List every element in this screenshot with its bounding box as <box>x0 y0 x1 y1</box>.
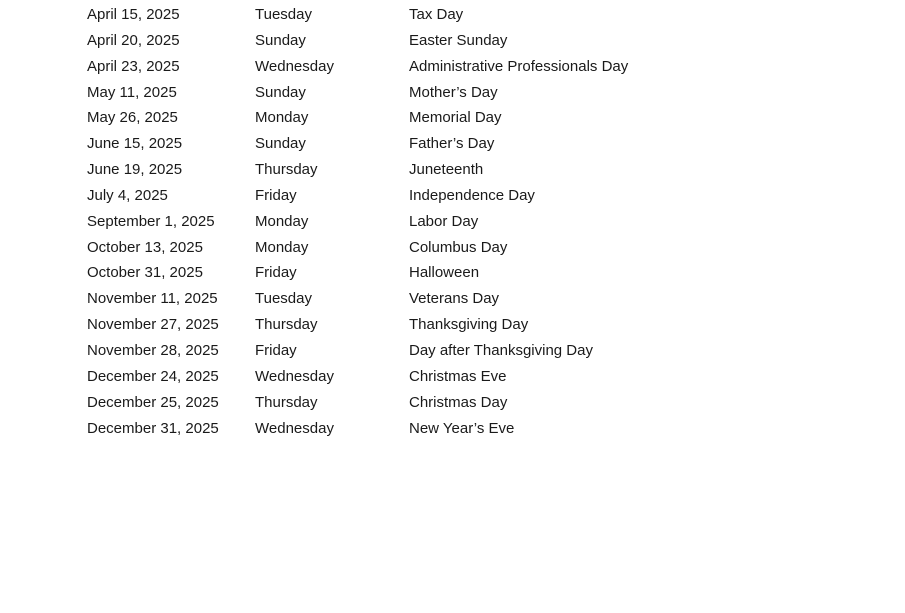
holiday-name: Labor Day <box>409 212 479 230</box>
holiday-name: Thanksgiving Day <box>409 316 529 334</box>
holiday-date: November 11, 2025 <box>87 290 218 308</box>
holiday-name: Father’s Day <box>409 135 495 153</box>
table-row <box>87 286 709 312</box>
holiday-weekday: Thursday <box>255 393 318 411</box>
holiday-weekday: Wednesday <box>255 419 334 437</box>
holiday-date: April 20, 2025 <box>87 31 180 49</box>
holiday-date: April 15, 2025 <box>87 6 180 23</box>
holiday-weekday: Monday <box>255 212 309 230</box>
holiday-weekday: Tuesday <box>255 290 312 308</box>
holiday-name: Day after Thanksgiving Day <box>409 341 593 359</box>
holiday-date: December 31, 2025 <box>87 419 219 437</box>
table-row <box>87 131 709 157</box>
holiday-name: Veterans Day <box>409 290 500 308</box>
holiday-date: December 25, 2025 <box>87 393 219 411</box>
holiday-name: Administrative Professionals Day <box>409 57 629 75</box>
holiday-weekday: Friday <box>255 264 297 282</box>
table-row <box>87 54 709 80</box>
holiday-weekday: Friday <box>255 341 297 359</box>
holiday-name: Mother’s Day <box>409 83 498 101</box>
holiday-weekday: Monday <box>255 238 309 256</box>
table-row <box>87 390 709 416</box>
holiday-weekday: Wednesday <box>255 367 334 385</box>
holiday-weekday: Sunday <box>255 135 306 153</box>
holiday-date: June 19, 2025 <box>87 161 183 179</box>
table-row <box>87 416 709 442</box>
holiday-name: Tax Day <box>409 6 464 23</box>
holiday-name: Christmas Day <box>409 393 508 411</box>
holiday-name: Christmas Eve <box>409 367 507 385</box>
holiday-weekday: Tuesday <box>255 6 312 23</box>
holiday-weekday: Sunday <box>255 83 306 101</box>
table-row <box>87 338 709 364</box>
table-row <box>87 260 709 286</box>
holiday-table <box>87 2 709 441</box>
holiday-weekday: Friday <box>255 186 297 204</box>
holiday-weekday: Monday <box>255 109 309 127</box>
holiday-name: Halloween <box>409 264 480 282</box>
table-row <box>87 80 709 106</box>
holiday-date: June 15, 2025 <box>87 135 183 153</box>
holiday-weekday: Thursday <box>255 316 318 334</box>
holiday-date: October 31, 2025 <box>87 264 203 282</box>
holiday-date: December 24, 2025 <box>87 367 219 385</box>
table-row <box>87 105 709 131</box>
table-row <box>87 28 709 54</box>
holiday-weekday: Wednesday <box>255 57 334 75</box>
table-row <box>87 235 709 261</box>
holiday-name: Juneteenth <box>409 161 484 179</box>
table-row <box>87 183 709 209</box>
holiday-date: October 13, 2025 <box>87 238 203 256</box>
holiday-name: Columbus Day <box>409 238 508 256</box>
holiday-date: July 4, 2025 <box>87 186 168 204</box>
holiday-name: New Year’s Eve <box>409 419 515 437</box>
table-row <box>87 209 709 235</box>
holiday-name: Memorial Day <box>409 109 502 127</box>
holiday-date: November 27, 2025 <box>87 316 219 334</box>
table-row <box>87 312 709 338</box>
holiday-date: May 11, 2025 <box>87 83 177 101</box>
holiday-date: November 28, 2025 <box>87 341 219 359</box>
holiday-weekday: Sunday <box>255 31 306 49</box>
holiday-name: Easter Sunday <box>409 31 508 49</box>
table-row <box>87 2 709 28</box>
holiday-date: April 23, 2025 <box>87 57 180 75</box>
holiday-date: September 1, 2025 <box>87 212 215 230</box>
holiday-weekday: Thursday <box>255 161 318 179</box>
holiday-name: Independence Day <box>409 186 535 204</box>
table-row <box>87 364 709 390</box>
table-row <box>87 157 709 183</box>
holiday-date: May 26, 2025 <box>87 109 178 127</box>
